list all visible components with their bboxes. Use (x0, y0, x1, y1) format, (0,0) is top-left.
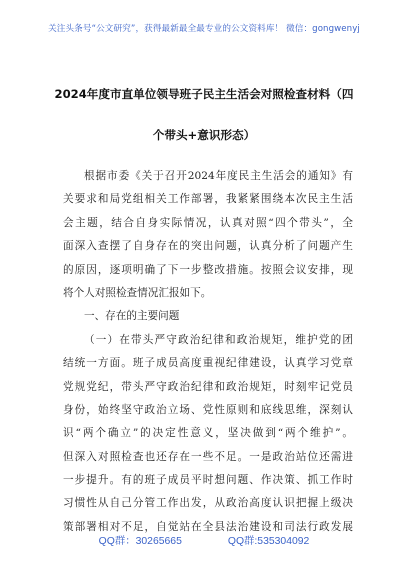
body-line: 会主题，结合自身实际情况，认真对照“四个带头”，全 (63, 216, 353, 229)
header-banner-text: 关注头条号“公文研究”，获得最新最全最专业的公文资料库！ 微信：gongwenyj (48, 24, 360, 34)
body-line: 的原因，逐项明确了下一步整改措施。按照会议安排，现 (63, 263, 353, 276)
body-line: 但深入对照检查也还存在一些不足。一是政治站位还需进 (63, 450, 353, 463)
body-line: 一步提升。有的班子成员平时想问题、作决策、抓工作时 (63, 474, 353, 487)
body-line: 习惯性从自己分管工作出发，从政治高度认识把握上级决 (63, 497, 353, 510)
document-title-line-2: 个带头+意识形态） (152, 128, 256, 142)
body-line: 根据市委《关于召开2024年度民主生活会的通知》有 (84, 170, 353, 182)
document-title-line-1: 2024年度市直单位领导班子民主生活会对照检查材料（四 (54, 87, 354, 101)
footer-contact (0, 532, 408, 552)
header-banner (0, 0, 408, 56)
body-line: 党规党纪，带头严守政治纪律和政治规矩，时刻牢记党员 (63, 380, 353, 393)
section-heading: 一、存在的主要问题 (84, 310, 180, 323)
body-line: 关要求和局党组相关工作部署，我紧紧围绕本次民主生活 (63, 193, 353, 206)
body-line: 面深入查摆了自身存在的突出问题，认真分析了问题产生 (63, 240, 353, 253)
footer-qq-group-1: QQ群：30265665 (98, 536, 182, 547)
body-line: 将个人对照检查情况汇报如下。 (63, 286, 212, 299)
body-line: 策部署相对不足，自觉站在全县法治建设和司法行政发展 (63, 520, 353, 533)
body-line: 身份，始终坚守政治立场、党性原则和底线思维，深刻认 (63, 403, 353, 416)
body-line: （一）在带头严守政治纪律和政治规矩，维护党的团 (84, 333, 353, 346)
document-body (63, 165, 353, 539)
footer-qq-group-2: QQ群:535304092 (227, 536, 310, 547)
body-line: 识“两个确立”的决定性意义，坚决做到“两个维护”。 (63, 427, 353, 440)
body-line: 结统一方面。班子成员高度重视纪律建设，认真学习党章 (63, 357, 353, 370)
